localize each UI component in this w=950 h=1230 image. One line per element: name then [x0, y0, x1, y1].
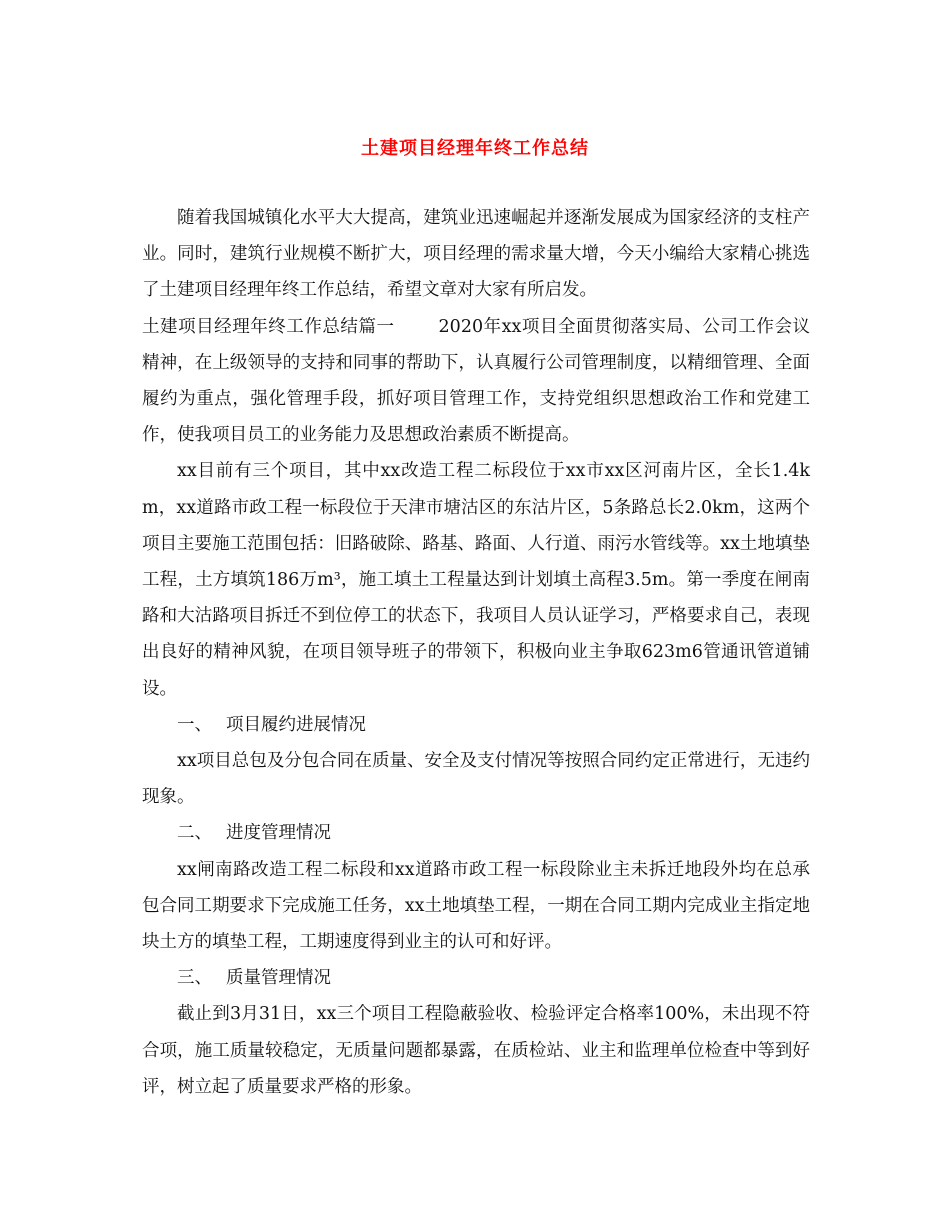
section-1-number: 一、 — [177, 714, 212, 735]
section-2-heading — [142, 815, 810, 851]
section-1-title: 项目履约进展情况 — [226, 714, 366, 735]
section-2-title: 进度管理情况 — [226, 823, 331, 844]
section-2-text: xx闸南路改造工程二标段和xx道路市政工程一标段除业主未拆迁地段外均在总承包合同工期要求下完成施工任务，xx土地填垫工程，一期在合同工期内完成业主指定地块土方的填垫工程，工期速度得到业主的认可和好评。 — [142, 859, 810, 953]
section-3-text: 截止到3月31日，xx三个项目工程隐蔽验收、检验评定合格率100%，未出现不符合项，施工质量较稳定，无质量问题都暴露，在质检站、业主和监理单位检查中等到好评，树立起了质量要求严格的形象。 — [142, 1004, 810, 1097]
part1-text: 2020年xx项目全面贯彻落实局、公司工作会议精神，在上级领导的支持和同事的帮助下，认真履行公司管理制度，以精细管理、全面履约为重点，强化管理手段，抓好项目管理工作，支持党组织思想政治工作和党建工作，使我项目员工的业务能力及思想政治素质不断提高。 — [142, 316, 811, 446]
section-3-title: 质量管理情况 — [226, 968, 331, 989]
section-3-heading — [142, 960, 810, 996]
part1-paragraph — [142, 309, 810, 454]
document-title: 土建项目经理年终工作总结 — [361, 138, 589, 159]
part1-label: 土建项目经理年终工作总结篇一 — [142, 316, 395, 337]
section-1-heading — [142, 707, 810, 743]
projects-paragraph: xx目前有三个项目，其中xx改造工程二标段位于xx市xx区河南片区，全长1.4km，xx道路市政工程一标段位于天津市塘沽区的东沽片区，5条路总长2.0km，这两个项目主要施工范围包括：旧路破除、路基、路面、人行道、雨污水管线等。xx土地填垫工程，土方填筑186万m³，施工填土工程量达到计划填土高程3.5m。第一季度在闸南路和大沽路项目拆迁不到位停工的状态下，我项目人员认证学习，严格要求自己，表现出良好的精神风貌，在项目领导班子的带领下，积极向业主争取623m6管通讯管道铺设。 — [142, 461, 810, 699]
section-2-number: 二、 — [177, 823, 212, 844]
document-body — [142, 200, 810, 1105]
section-1-text: xx项目总包及分包合同在质量、安全及支付情况等按照合同约定正常进行，无违约现象。 — [142, 751, 810, 808]
intro-paragraph: 随着我国城镇化水平大大提高，建筑业迅速崛起并逐渐发展成为国家经济的支柱产业。同时，建筑行业规模不断扩大，项目经理的需求量大增，今天小编给大家精心挑选了土建项目经理年终工作总结，希望文章对大家有所启发。 — [142, 208, 810, 301]
section-3-number: 三、 — [177, 968, 212, 989]
